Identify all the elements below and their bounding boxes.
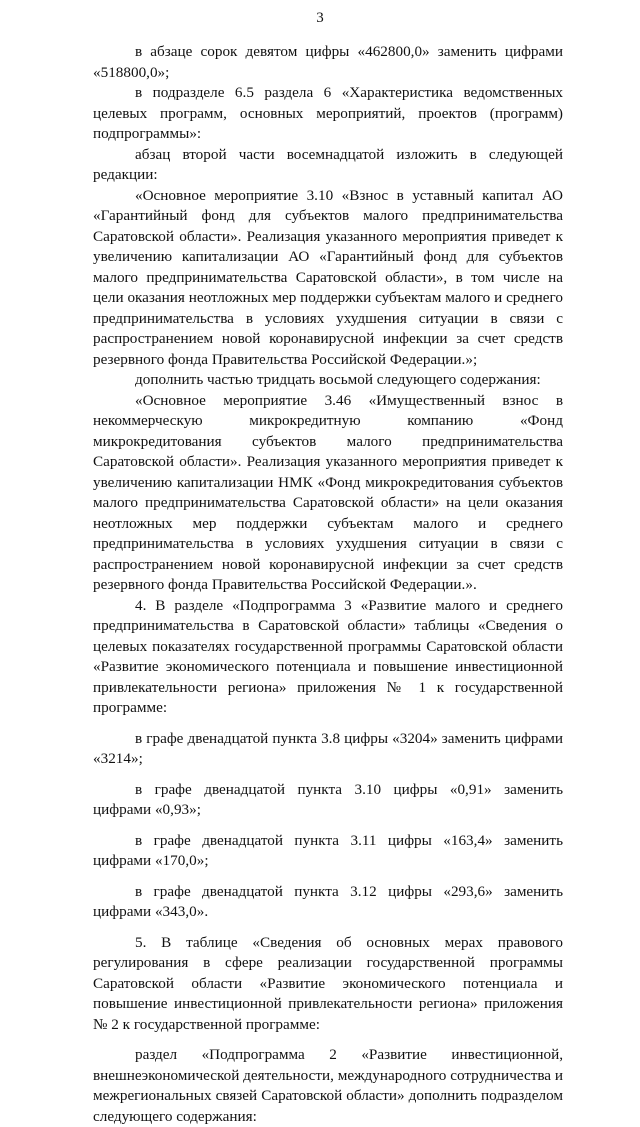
paragraph-amend-item-49: в абзаце сорок девятом цифры «462800,0» заменить цифрами «518800,0»; (93, 43, 563, 81)
paragraph-section-5: 5. В таблице «Сведения об основных мерах правового регулирования в сфере реализации государственной программы Саратовской области «Развитие экономического потенциала и повышение инвестиционной привлекательности региона» приложения № 2 к государственной программе: (93, 933, 563, 1033)
document-body (93, 42, 563, 1127)
page-number: 3 (316, 10, 324, 26)
paragraph-item-3-11: в графе двенадцатой пункта 3.11 цифры «163,4» заменить цифрами «170,0»; (93, 831, 563, 869)
paragraph-part-18-intro: абзац второй части восемнадцатой изложить в следующей редакции: (93, 145, 563, 183)
paragraph-item-3-10: в графе двенадцатой пункта 3.10 цифры «0,91» заменить цифрами «0,93»; (93, 780, 563, 818)
paragraph-item-3-12: в графе двенадцатой пункта 3.12 цифры «293,6» заменить цифрами «343,0». (93, 882, 563, 920)
paragraph-measure-3-10: «Основное мероприятие 3.10 «Взнос в уставный капитал АО «Гарантийный фонд для субъектов малого предпринимательства Саратовской области». Реализация указанного мероприятия приведет к увеличению капитализации АО «Гарантийный фонд для субъектов малого предпринимательства Саратовской области», в том числе на цели оказания неотложных мер поддержки субъектам малого и среднего предпринимательства в условиях ухудшения ситуации в связи с распространением новой коронавирусной инфекции за счет средств резервного фонда Правительства Российской Федерации.»; (93, 186, 563, 368)
paragraph-subsection-6-5: в подразделе 6.5 раздела 6 «Характеристика ведомственных целевых программ, основных мероприятий, проектов (программ) подпрограммы»: (93, 84, 563, 142)
paragraph-part-38-intro: дополнить частью тридцать восьмой следующего содержания: (135, 371, 541, 388)
paragraph-section-4: 4. В разделе «Подпрограмма 3 «Развитие малого и среднего предпринимательства в Саратовской области» таблицы «Сведения о целевых показателях государственной программы Саратовской области «Развитие экономического потенциала и повышение инвестиционной привлекательности региона» приложения № 1 к государственной программе: (93, 596, 563, 716)
paragraph-item-3-8: в графе двенадцатой пункта 3.8 цифры «3204» заменить цифрами «3214»; (93, 729, 563, 767)
paragraph-subprogram-2: раздел «Подпрограмма 2 «Развитие инвестиционной, внешнеэкономической деятельности, международного сотрудничества и межрегиональных связей Саратовской области» дополнить подразделом следующего содержания: (93, 1046, 563, 1125)
paragraph-measure-3-46: «Основное мероприятие 3.46 «Имущественный взнос в некоммерческую микрокредитную компанию «Фонд микрокредитования субъектов малого предпринимательства Саратовской области». Реализация указанного мероприятия приведет к увеличению капитализации НМК «Фонд микрокредитования субъектов малого предпринимательства Саратовской области» на цели оказания неотложных мер поддержки субъектам малого и среднего предпринимательства в условиях ухудшения ситуации в связи с распространением новой коронавирусной инфекции за счет средств резервного фонда Правительства Российской Федерации.». (93, 391, 563, 593)
